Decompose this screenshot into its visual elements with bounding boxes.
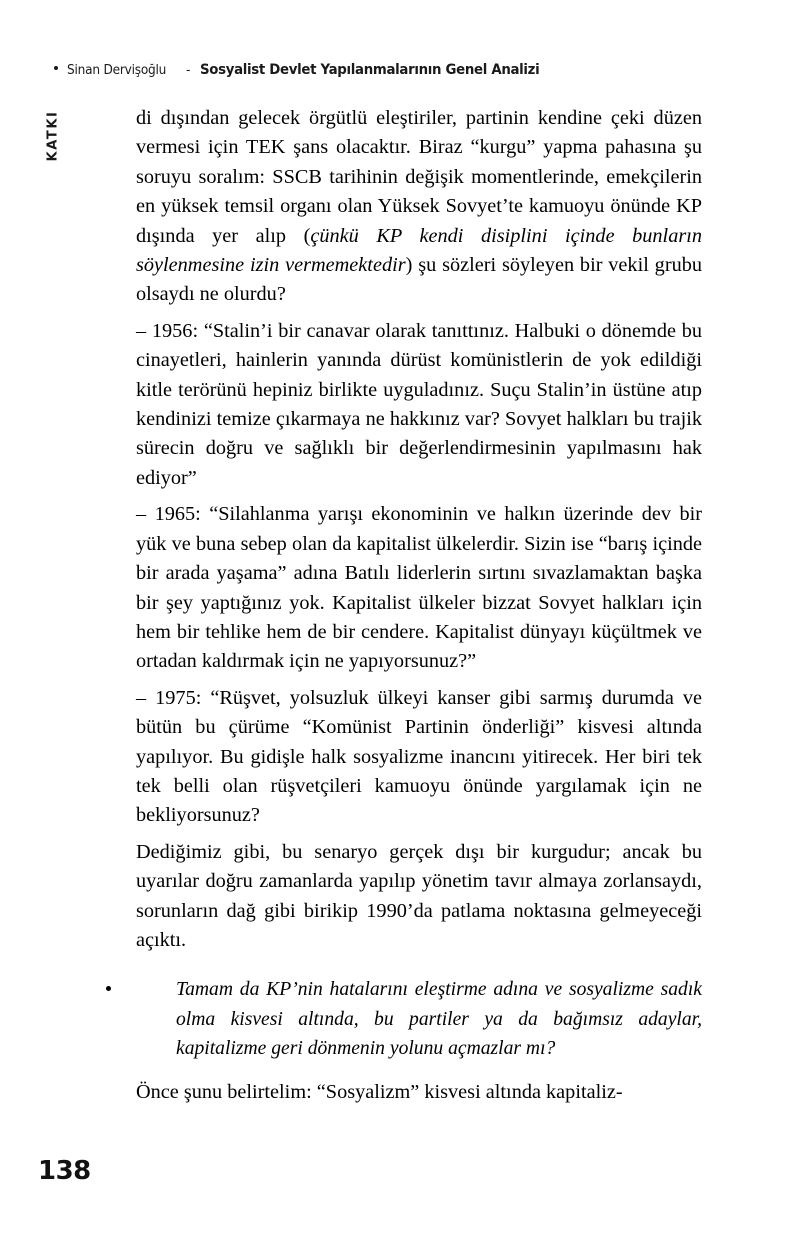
page-number: 138 [38, 1156, 91, 1186]
text-column [136, 104, 702, 1107]
paragraph-intro [136, 104, 702, 310]
paragraph-final: Önce şunu belirtelim: “Sosyalizm” kisvesi altında kapitaliz- [136, 1080, 623, 1103]
section-tab-label: KATKI [45, 110, 61, 162]
header-author: Sinan Dervişoğlu [67, 62, 167, 78]
paragraph-intro-italic-aside: çünkü KP kendi disiplini içinde bunların söylenmesine izin vermemektedir [136, 224, 703, 277]
bullet-question-item [136, 975, 702, 1063]
paragraph-intro-part-1: di dışından gelecek örgütlü eleştiriler, partinin kendine çeki düzen vermesi için TEK şans olacaktır. Biraz “kurgu” yapma pahasına şu soruyu soralım: SSCB tarihinin değişik momentlerinde, emekçilerin en yüksek temsil organı olan Yüksek Sovyet’te kamuoyu önünde KP dışında yer alıp ( [136, 107, 702, 247]
header-bullet-icon [54, 66, 58, 70]
paragraph-intro-part-2: ) şu sözleri söyleyen bir vekil grubu olsaydı ne olurdu? [136, 254, 703, 306]
bullet-question-text: Tamam da KP’nin hatalarını eleştirme adına ve sosyalizme sadık olma kisvesi altında, bu partiler ya da bağımsız adaylar, kapitalizme geri dönmenin yolunu açmazlar mı? [176, 979, 702, 1060]
running-header [54, 62, 569, 78]
paragraph-quote-1975: – 1975: “Rüşvet, yolsuzluk ülkeyi kanser gibi sarmış durumda ve bütün bu çürüme “Komünist Partinin önderliği” kisvesi altında yapılıyor. Bu gidişle halk sosyalizme inancını yitirecek. Her biri tek tek belli olan rüşvetçileri kamuoyu önünde yargılamak için ne bekliyorsunuz? [136, 686, 702, 827]
header-separator: - [186, 62, 191, 78]
bullet-marker-icon [106, 986, 111, 991]
paragraph-quote-1965: – 1965: “Silahlanma yarışı ekonominin ve halkın üzerinde dev bir yük ve buna sebep olan da kapitalist ülkelerdir. Sizin ise “barış içinde bir arada yaşama” adına Batılı liderlerin sırtını sıvazlamaktan başka bir şey yaptığınız yok. Kapitalist ülkeler bizzat Sovyet halkları için hem bir tehlike hem de bir cendere. Kapitalist dünyayı küçültmek ve ortadan kaldırmak için ne yapıyorsunuz?” [136, 503, 702, 673]
paragraph-conclusion: Dediğimiz gibi, bu senaryo gerçek dışı bir kurgudur; ancak bu uyarılar doğru zamanlarda yapılıp yönetim tavır almaya zorlansaydı, sorunların dağ gibi birikip 1990’da patlama noktasına gelmeyeceği açıktı. [136, 840, 702, 951]
header-article-title: Sosyalist Devlet Yapılanmalarının Genel Analizi [200, 62, 540, 78]
section-tab [40, 96, 66, 176]
paragraph-quote-1956: – 1956: “Stalin’i bir canavar olarak tanıttınız. Halbuki o dönemde bu cinayetleri, hainlerin yanında dürüst komünistlerin de yok edildiği kitle terörünü hepiniz birlikte uyguladınız. Suçu Stalin’in üstüne atıp kendinizi temize çıkarmaya ne hakkınız var? Sovyet halkları bu trajik sürecin doğru ve sağlıklı bir değerlendirmesinin yapılmasını hak ediyor” [136, 319, 702, 489]
